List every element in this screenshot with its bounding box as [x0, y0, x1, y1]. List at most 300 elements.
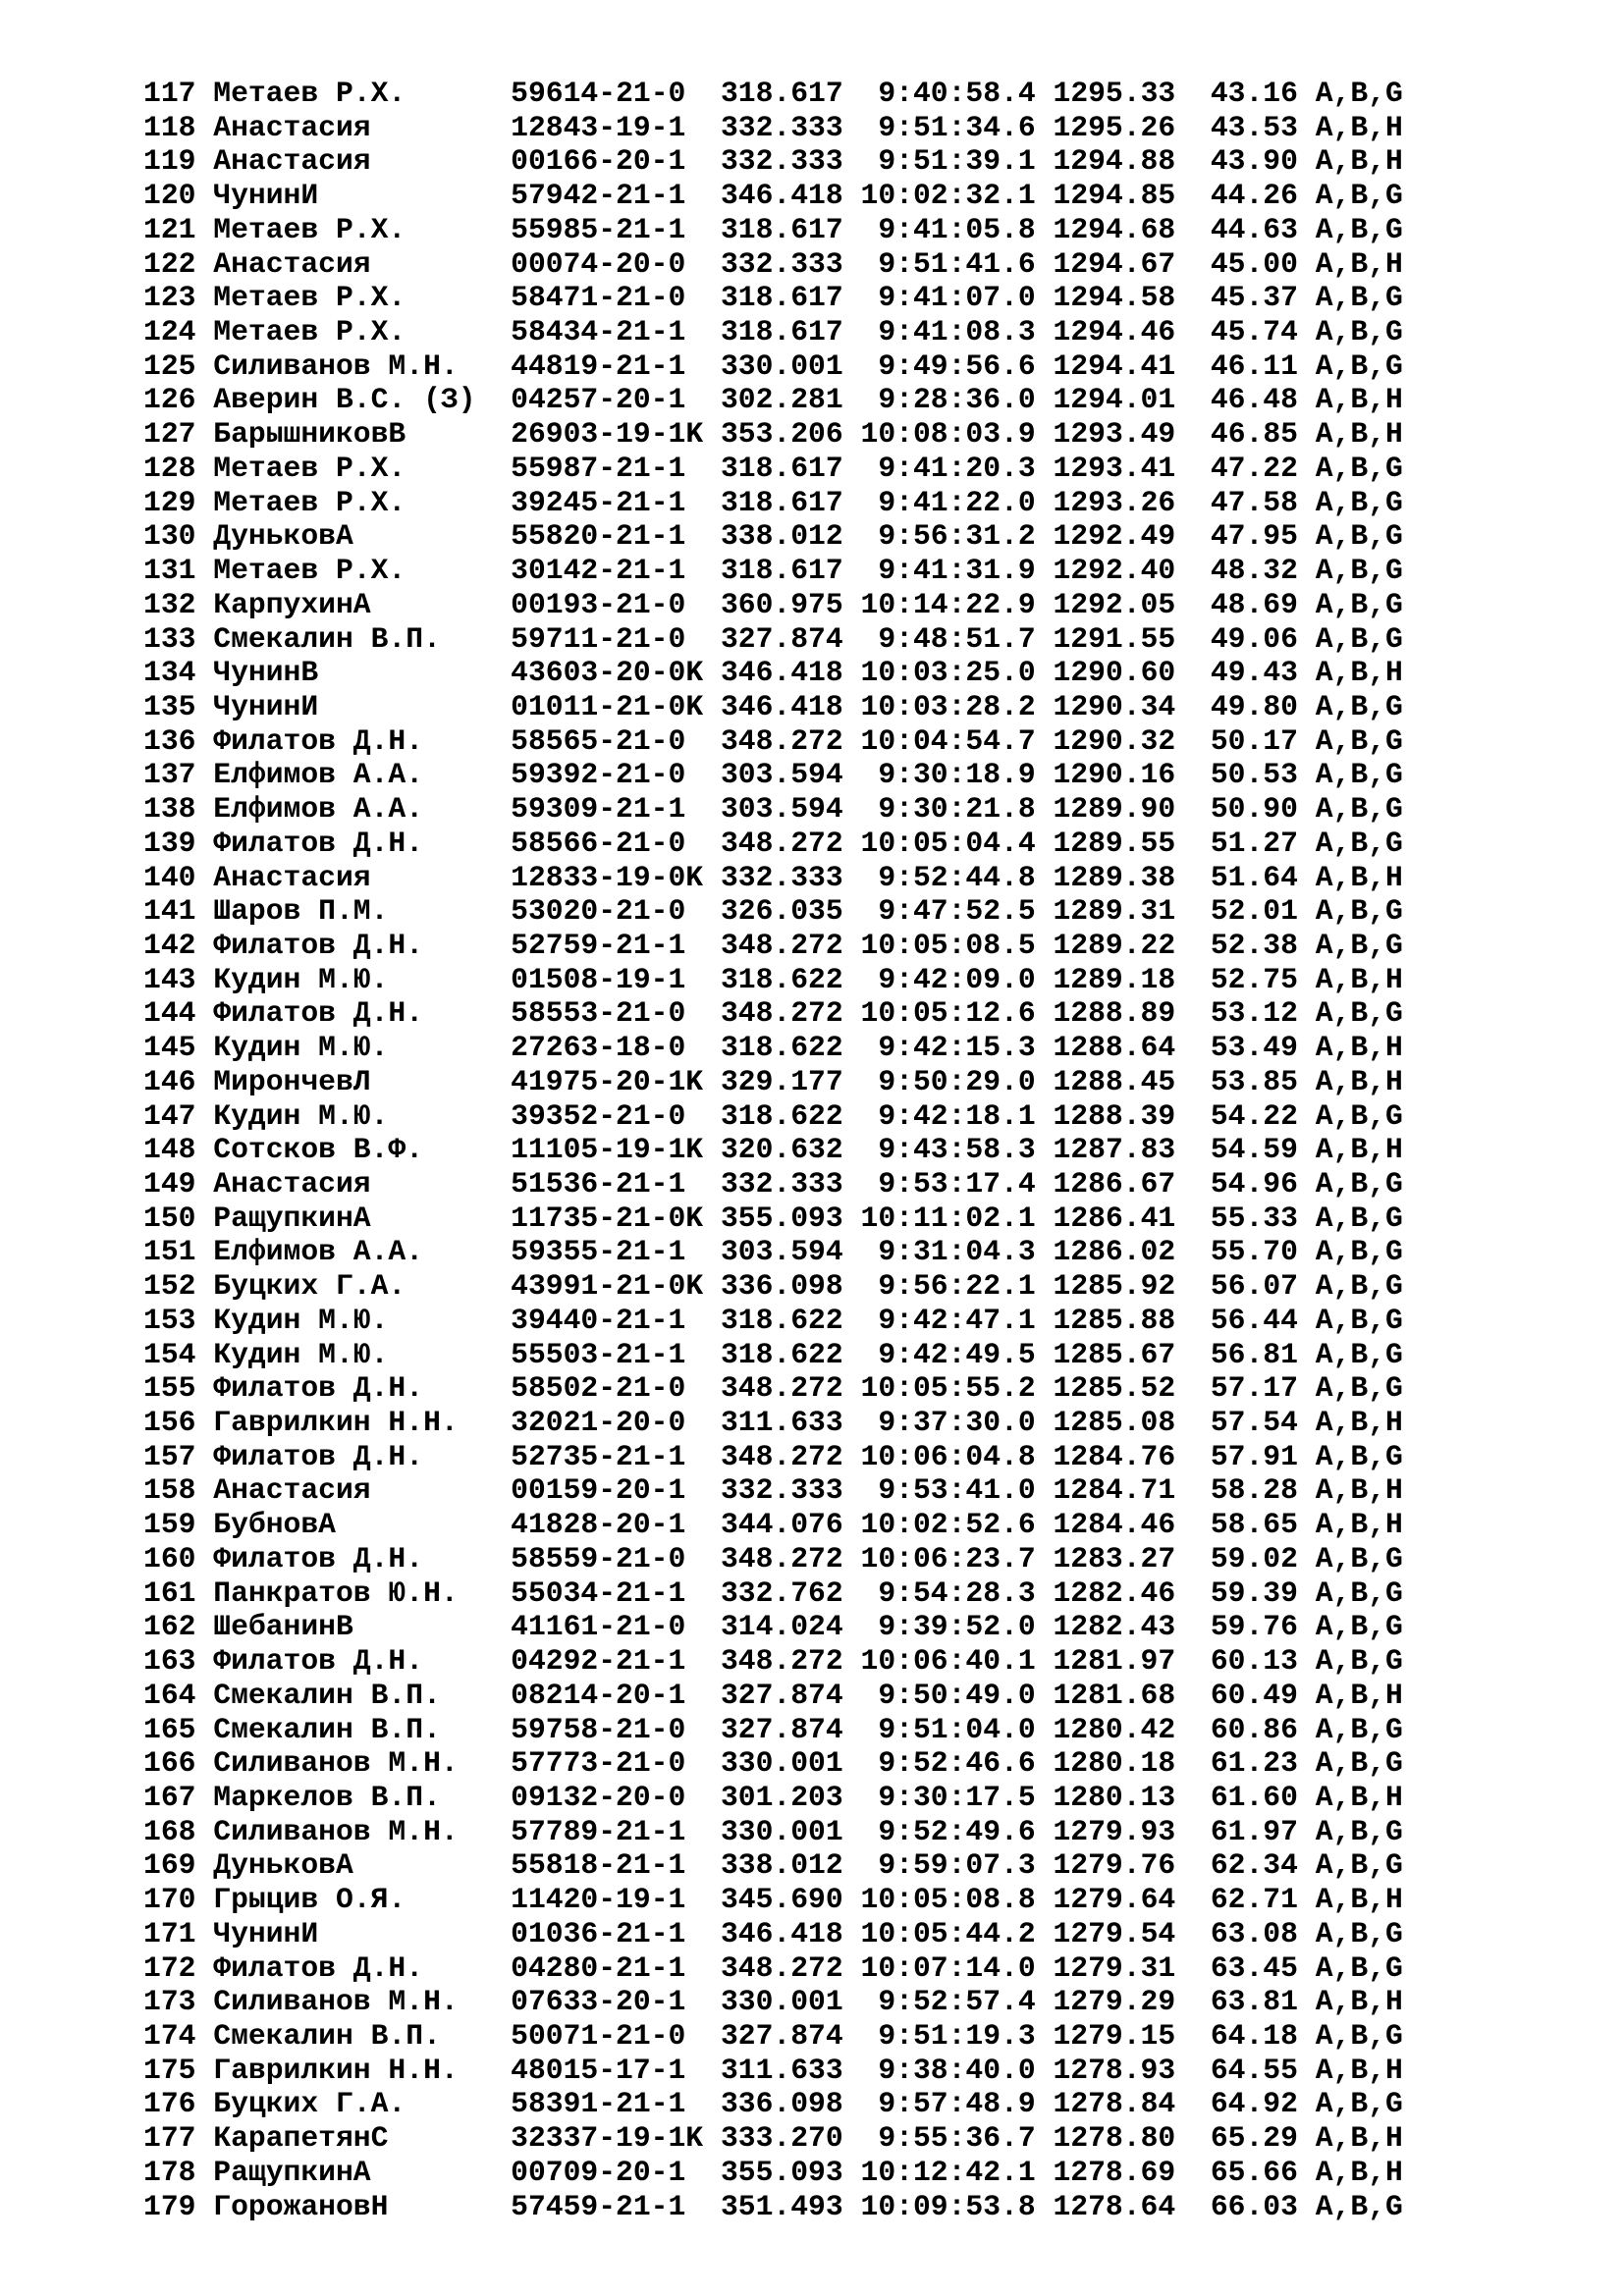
groups: A,B,G [1315, 723, 1403, 758]
distance: 346.418 [720, 689, 843, 723]
arrival-time: 9:51:39.1 [878, 144, 1036, 179]
arrival-time: 9:59:07.3 [878, 1848, 1036, 1883]
ring-number: 01036-21-1 [511, 1916, 686, 1950]
table-row [143, 656, 1403, 690]
groups: A,B,G [1315, 77, 1403, 110]
fancier-name: Филатов Д.Н. [213, 996, 424, 1031]
groups: A,B,G [1315, 1644, 1403, 1679]
fancier-name: ДуньковА [213, 519, 353, 554]
fancier-name: Кудин М.Ю. [213, 1098, 389, 1133]
groups: A,B,G [1315, 587, 1403, 621]
groups: A,B,G [1315, 348, 1403, 383]
table-row [143, 1985, 1403, 2019]
fancier-name: Кудин М.Ю. [213, 1337, 389, 1371]
distance: 318.622 [720, 1098, 843, 1133]
speed: 1289.18 [1053, 962, 1176, 996]
fancier-name: ДуньковА [213, 1848, 353, 1883]
ring-number: 59392-21-0 [511, 758, 686, 792]
coefficient: 44.26 [1210, 179, 1298, 213]
speed: 1284.46 [1053, 1508, 1176, 1542]
arrival-time: 9:53:17.4 [878, 1167, 1036, 1201]
speed: 1279.64 [1053, 1883, 1176, 1917]
row-number: 154 [143, 1337, 196, 1371]
table-row [143, 417, 1403, 452]
row-number: 137 [143, 758, 196, 792]
ring-number: 04280-21-1 [511, 1950, 686, 1985]
table-row [143, 1371, 1403, 1406]
groups: A,B,G [1315, 554, 1403, 588]
fancier-name: Силиванов М.Н. [213, 348, 459, 383]
arrival-time: 9:31:04.3 [878, 1235, 1036, 1269]
speed: 1285.08 [1053, 1406, 1176, 1440]
groups: A,B,H [1315, 246, 1403, 281]
ring-number: 12833-19-0K [511, 860, 704, 894]
ring-number: 32021-20-0 [511, 1406, 686, 1440]
ring-number: 07633-20-1 [511, 1985, 686, 2019]
arrival-time: 9:42:09.0 [878, 962, 1036, 996]
row-number: 118 [143, 110, 196, 144]
groups: A,B,G [1315, 179, 1403, 213]
distance: 329.177 [720, 1064, 843, 1098]
groups: A,B,H [1315, 1064, 1403, 1098]
groups: A,B,G [1315, 1235, 1403, 1269]
speed: 1291.55 [1053, 621, 1176, 656]
fancier-name: Филатов Д.Н. [213, 1644, 424, 1679]
arrival-time: 10:05:12.6 [860, 996, 1036, 1031]
coefficient: 55.33 [1210, 1201, 1298, 1235]
coefficient: 54.96 [1210, 1167, 1298, 1201]
ring-number: 58559-21-0 [511, 1541, 686, 1575]
distance: 303.594 [720, 792, 843, 827]
groups: A,B,H [1315, 1473, 1403, 1508]
groups: A,B,G [1315, 1371, 1403, 1406]
speed: 1280.42 [1053, 1712, 1176, 1746]
coefficient: 56.81 [1210, 1337, 1298, 1371]
fancier-name: РащупкинА [213, 2155, 371, 2189]
speed: 1279.15 [1053, 2018, 1176, 2053]
table-row [143, 2156, 1403, 2190]
table-row [143, 1679, 1403, 1713]
fancier-name: Анастасия [213, 1473, 371, 1508]
table-row [143, 1951, 1403, 1986]
arrival-time: 10:03:25.0 [860, 656, 1036, 690]
fancier-name: Метаев Р.Х. [213, 212, 406, 246]
speed: 1279.76 [1053, 1848, 1176, 1883]
table-row [143, 315, 1403, 349]
groups: A,B,H [1315, 1883, 1403, 1917]
table-row [143, 452, 1403, 486]
distance: 332.333 [720, 1473, 843, 1508]
row-number: 179 [143, 2189, 196, 2223]
coefficient: 61.60 [1210, 1780, 1298, 1814]
speed: 1295.26 [1053, 110, 1176, 144]
ring-number: 55985-21-1 [511, 212, 686, 246]
table-row [143, 1610, 1403, 1644]
arrival-time: 10:07:14.0 [860, 1950, 1036, 1985]
distance: 318.617 [720, 485, 843, 519]
row-number: 134 [143, 656, 196, 690]
groups: A,B,G [1315, 2018, 1403, 2053]
speed: 1294.41 [1053, 348, 1176, 383]
fancier-name: Панкратов Ю.Н. [213, 1575, 459, 1610]
row-number: 178 [143, 2155, 196, 2189]
arrival-time: 9:41:20.3 [878, 451, 1036, 485]
ring-number: 01508-19-1 [511, 962, 686, 996]
arrival-time: 9:51:19.3 [878, 2018, 1036, 2053]
fancier-name: Грыцив О.Я. [213, 1883, 406, 1917]
row-number: 161 [143, 1575, 196, 1610]
fancier-name: ЧунинИ [213, 1916, 319, 1950]
ring-number: 00159-20-1 [511, 1473, 686, 1508]
distance: 303.594 [720, 758, 843, 792]
fancier-name: Кудин М.Ю. [213, 962, 389, 996]
table-row [143, 2190, 1403, 2224]
groups: A,B,H [1315, 1985, 1403, 2019]
speed: 1278.93 [1053, 2053, 1176, 2087]
arrival-time: 10:02:32.1 [860, 179, 1036, 213]
speed: 1290.60 [1053, 656, 1176, 690]
distance: 346.418 [720, 656, 843, 690]
groups: A,B,G [1315, 519, 1403, 554]
row-number: 123 [143, 281, 196, 315]
row-number: 125 [143, 348, 196, 383]
row-number: 170 [143, 1883, 196, 1917]
table-row [143, 179, 1403, 213]
ring-number: 52759-21-1 [511, 928, 686, 962]
fancier-name: БубновА [213, 1508, 336, 1542]
speed: 1290.16 [1053, 758, 1176, 792]
distance: 330.001 [720, 348, 843, 383]
table-row [143, 1031, 1403, 1065]
speed: 1289.38 [1053, 860, 1176, 894]
coefficient: 62.71 [1210, 1883, 1298, 1917]
fancier-name: Маркелов В.П. [213, 1780, 441, 1814]
table-row [143, 519, 1403, 554]
speed: 1288.89 [1053, 996, 1176, 1031]
distance: 332.333 [720, 1167, 843, 1201]
coefficient: 47.22 [1210, 451, 1298, 485]
coefficient: 64.92 [1210, 2087, 1298, 2121]
distance: 332.333 [720, 144, 843, 179]
distance: 336.098 [720, 1269, 843, 1304]
groups: A,B,G [1315, 2189, 1403, 2223]
distance: 301.203 [720, 1780, 843, 1814]
groups: A,B,G [1315, 758, 1403, 792]
arrival-time: 9:56:22.1 [878, 1269, 1036, 1304]
row-number: 174 [143, 2018, 196, 2053]
fancier-name: КарапетянС [213, 2121, 389, 2156]
row-number: 127 [143, 417, 196, 452]
fancier-name: МирончевЛ [213, 1064, 371, 1098]
row-number: 147 [143, 1098, 196, 1133]
speed: 1293.41 [1053, 451, 1176, 485]
arrival-time: 9:50:29.0 [878, 1064, 1036, 1098]
speed: 1286.41 [1053, 1201, 1176, 1235]
speed: 1292.40 [1053, 554, 1176, 588]
speed: 1295.33 [1053, 77, 1176, 110]
row-number: 131 [143, 554, 196, 588]
speed: 1283.27 [1053, 1541, 1176, 1575]
ring-number: 43603-20-0K [511, 656, 704, 690]
table-row [143, 349, 1403, 384]
speed: 1279.93 [1053, 1814, 1176, 1848]
ring-number: 52735-21-1 [511, 1439, 686, 1473]
ring-number: 11105-19-1K [511, 1133, 704, 1167]
coefficient: 61.23 [1210, 1746, 1298, 1781]
row-number: 177 [143, 2121, 196, 2156]
ring-number: 58566-21-0 [511, 826, 686, 860]
table-row [143, 1440, 1403, 1474]
coefficient: 52.75 [1210, 962, 1298, 996]
arrival-time: 9:52:44.8 [878, 860, 1036, 894]
distance: 330.001 [720, 1814, 843, 1848]
row-number: 139 [143, 826, 196, 860]
distance: 348.272 [720, 1439, 843, 1473]
table-row [143, 827, 1403, 861]
table-row [143, 758, 1403, 792]
speed: 1284.71 [1053, 1473, 1176, 1508]
coefficient: 45.74 [1210, 315, 1298, 349]
groups: A,B,G [1315, 689, 1403, 723]
coefficient: 50.90 [1210, 792, 1298, 827]
row-number: 121 [143, 212, 196, 246]
fancier-name: Смекалин В.П. [213, 1712, 441, 1746]
table-row [143, 1201, 1403, 1236]
groups: A,B,G [1315, 1269, 1403, 1304]
ring-number: 55818-21-1 [511, 1848, 686, 1883]
groups: A,B,G [1315, 826, 1403, 860]
groups: A,B,G [1315, 1610, 1403, 1644]
table-row [143, 1235, 1403, 1269]
distance: 338.012 [720, 519, 843, 554]
ring-number: 57459-21-1 [511, 2189, 686, 2223]
coefficient: 49.06 [1210, 621, 1298, 656]
table-row [143, 1473, 1403, 1508]
groups: A,B,G [1315, 1916, 1403, 1950]
distance: 318.617 [720, 315, 843, 349]
fancier-name: Метаев Р.Х. [213, 77, 406, 110]
coefficient: 56.44 [1210, 1303, 1298, 1337]
fancier-name: Метаев Р.Х. [213, 485, 406, 519]
speed: 1288.45 [1053, 1064, 1176, 1098]
table-row [143, 111, 1403, 145]
speed: 1280.18 [1053, 1746, 1176, 1781]
arrival-time: 9:42:49.5 [878, 1337, 1036, 1371]
speed: 1285.67 [1053, 1337, 1176, 1371]
row-number: 144 [143, 996, 196, 1031]
ring-number: 39352-21-0 [511, 1098, 686, 1133]
ring-number: 57789-21-1 [511, 1814, 686, 1848]
coefficient: 57.54 [1210, 1406, 1298, 1440]
row-number: 148 [143, 1133, 196, 1167]
groups: A,B,G [1315, 281, 1403, 315]
row-number: 160 [143, 1541, 196, 1575]
fancier-name: КарпухинА [213, 587, 371, 621]
groups: A,B,G [1315, 621, 1403, 656]
distance: 353.206 [720, 417, 843, 452]
row-number: 157 [143, 1439, 196, 1473]
fancier-name: Кудин М.Ю. [213, 1031, 389, 1065]
arrival-time: 9:42:18.1 [878, 1098, 1036, 1133]
coefficient: 63.08 [1210, 1916, 1298, 1950]
groups: A,B,G [1315, 1439, 1403, 1473]
coefficient: 58.28 [1210, 1473, 1298, 1508]
coefficient: 60.49 [1210, 1678, 1298, 1712]
row-number: 163 [143, 1644, 196, 1679]
speed: 1280.13 [1053, 1780, 1176, 1814]
table-row [143, 963, 1403, 997]
coefficient: 52.38 [1210, 928, 1298, 962]
speed: 1285.52 [1053, 1371, 1176, 1406]
coefficient: 43.53 [1210, 110, 1298, 144]
table-row [143, 213, 1403, 247]
distance: 318.622 [720, 962, 843, 996]
ring-number: 55503-21-1 [511, 1337, 686, 1371]
groups: A,B,G [1315, 315, 1403, 349]
distance: 348.272 [720, 928, 843, 962]
distance: 318.617 [720, 77, 843, 110]
groups: A,B,G [1315, 1848, 1403, 1883]
table-row [143, 1883, 1403, 1917]
speed: 1294.88 [1053, 144, 1176, 179]
row-number: 133 [143, 621, 196, 656]
arrival-time: 9:51:04.0 [878, 1712, 1036, 1746]
table-row [143, 2054, 1403, 2088]
fancier-name: Шаров П.М. [213, 894, 389, 929]
groups: A,B,G [1315, 1575, 1403, 1610]
coefficient: 56.07 [1210, 1269, 1298, 1304]
groups: A,B,G [1315, 1201, 1403, 1235]
row-number: 146 [143, 1064, 196, 1098]
speed: 1286.02 [1053, 1235, 1176, 1269]
arrival-time: 10:03:28.2 [860, 689, 1036, 723]
groups: A,B,G [1315, 485, 1403, 519]
table-row [143, 1746, 1403, 1781]
distance: 348.272 [720, 1644, 843, 1679]
ring-number: 00074-20-0 [511, 246, 686, 281]
coefficient: 63.45 [1210, 1950, 1298, 1985]
row-number: 164 [143, 1678, 196, 1712]
row-number: 167 [143, 1780, 196, 1814]
ring-number: 50071-21-0 [511, 2018, 686, 2053]
speed: 1279.31 [1053, 1950, 1176, 1985]
row-number: 120 [143, 179, 196, 213]
arrival-time: 9:41:31.9 [878, 554, 1036, 588]
distance: 326.035 [720, 894, 843, 929]
arrival-time: 9:37:30.0 [878, 1406, 1036, 1440]
distance: 338.012 [720, 1848, 843, 1883]
table-row [143, 861, 1403, 895]
row-number: 159 [143, 1508, 196, 1542]
coefficient: 55.70 [1210, 1235, 1298, 1269]
row-number: 128 [143, 451, 196, 485]
fancier-name: ЧунинИ [213, 179, 319, 213]
arrival-time: 9:55:36.7 [878, 2121, 1036, 2156]
distance: 327.874 [720, 1712, 843, 1746]
distance: 348.272 [720, 1541, 843, 1575]
ring-number: 55034-21-1 [511, 1575, 686, 1610]
coefficient: 48.69 [1210, 587, 1298, 621]
distance: 318.617 [720, 451, 843, 485]
coefficient: 57.17 [1210, 1371, 1298, 1406]
coefficient: 54.22 [1210, 1098, 1298, 1133]
distance: 303.594 [720, 1235, 843, 1269]
speed: 1284.76 [1053, 1439, 1176, 1473]
ring-number: 58565-21-0 [511, 723, 686, 758]
fancier-name: Смекалин В.П. [213, 621, 441, 656]
arrival-time: 10:08:03.9 [860, 417, 1036, 452]
groups: A,B,G [1315, 1541, 1403, 1575]
ring-number: 32337-19-1K [511, 2121, 704, 2156]
table-row [143, 1542, 1403, 1576]
row-number: 136 [143, 723, 196, 758]
row-number: 171 [143, 1916, 196, 1950]
table-row [143, 486, 1403, 520]
ring-number: 43991-21-0K [511, 1269, 704, 1304]
table-row [143, 2019, 1403, 2054]
groups: A,B,H [1315, 383, 1403, 417]
row-number: 126 [143, 383, 196, 417]
ring-number: 59614-21-0 [511, 77, 686, 110]
ring-number: 57942-21-1 [511, 179, 686, 213]
coefficient: 47.58 [1210, 485, 1298, 519]
arrival-time: 10:06:04.8 [860, 1439, 1036, 1473]
arrival-time: 10:14:22.9 [860, 587, 1036, 621]
distance: 311.633 [720, 2053, 843, 2087]
fancier-name: ГорожановН [213, 2189, 389, 2223]
speed: 1278.84 [1053, 2087, 1176, 2121]
arrival-time: 9:50:49.0 [878, 1678, 1036, 1712]
arrival-time: 9:51:34.6 [878, 110, 1036, 144]
fancier-name: Силиванов М.Н. [213, 1814, 459, 1848]
fancier-name: Филатов Д.Н. [213, 1950, 424, 1985]
distance: 348.272 [720, 826, 843, 860]
fancier-name: Силиванов М.Н. [213, 1746, 459, 1781]
groups: A,B,G [1315, 212, 1403, 246]
coefficient: 61.97 [1210, 1814, 1298, 1848]
table-row [143, 1269, 1403, 1304]
distance: 332.333 [720, 246, 843, 281]
table-row [143, 554, 1403, 588]
fancier-name: Елфимов А.А. [213, 792, 424, 827]
groups: A,B,G [1315, 894, 1403, 929]
ring-number: 39440-21-1 [511, 1303, 686, 1337]
distance: 346.418 [720, 179, 843, 213]
row-number: 168 [143, 1814, 196, 1848]
coefficient: 59.02 [1210, 1541, 1298, 1575]
distance: 333.270 [720, 2121, 843, 2156]
speed: 1279.29 [1053, 1985, 1176, 2019]
ring-number: 26903-19-1K [511, 417, 704, 452]
row-number: 145 [143, 1031, 196, 1065]
row-number: 141 [143, 894, 196, 929]
ring-number: 59309-21-1 [511, 792, 686, 827]
table-row [143, 247, 1403, 282]
fancier-name: ШебанинВ [213, 1610, 353, 1644]
table-row [143, 1406, 1403, 1440]
table-row [143, 1917, 1403, 1951]
coefficient: 53.12 [1210, 996, 1298, 1031]
table-row [143, 2121, 1403, 2156]
groups: A,B,H [1315, 417, 1403, 452]
arrival-time: 9:41:22.0 [878, 485, 1036, 519]
distance: 327.874 [720, 1678, 843, 1712]
coefficient: 66.03 [1210, 2189, 1298, 2223]
fancier-name: Гаврилкин Н.Н. [213, 2053, 459, 2087]
groups: A,B,H [1315, 2121, 1403, 2156]
fancier-name: Филатов Д.Н. [213, 723, 424, 758]
speed: 1289.22 [1053, 928, 1176, 962]
